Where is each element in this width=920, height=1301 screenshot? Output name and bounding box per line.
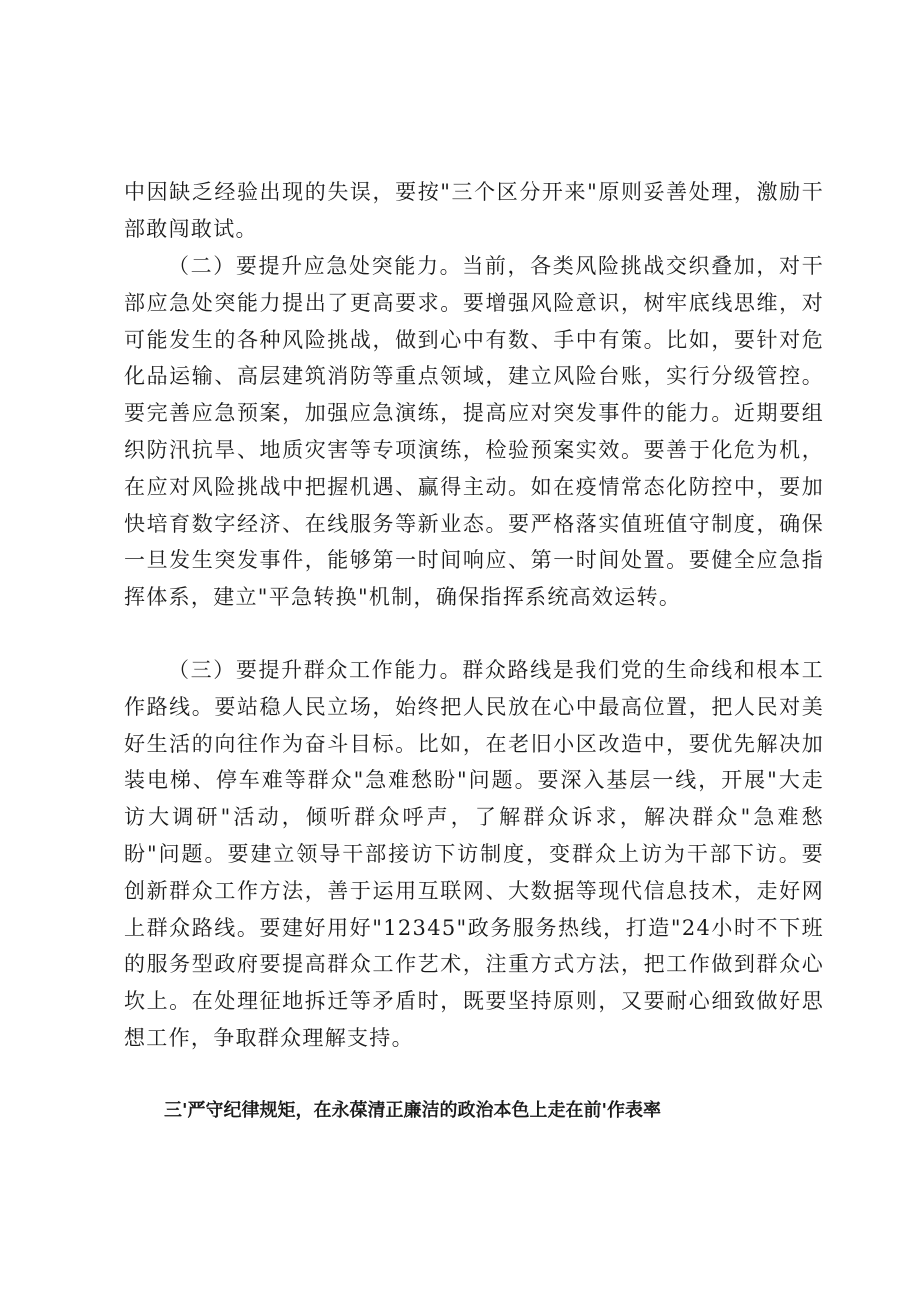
paragraph-continuation: 中因缺乏经验出现的失误，要按"三个区分开来"原则妥善处理，激励干部敢闯敢试。 [124, 180, 824, 241]
paragraph-mass-work: （三）要提升群众工作能力。群众路线是我们党的生命线和根本工作路线。要站稳人民立场，始终把人民放在心中最高位置，把人民对美好生活的向往作为奋斗目标。比如，在老旧小区改造中，要优先解决加装电梯、停车难等群众"急难愁盼"问题。要深入基层一线，开展"大走访大调研"活动，倾听群众呼声，了解群众诉求，解决群众"急难愁盼"问题。要建立领导干部接访下访制度，变群众上访为干部下访。要创新群众工作方法，善于运用互联网、大数据等现代信息技术，走好网上群众路线。要建好用好"12345"政务服务热线，打造"24小时不下班的服务型政府要提高群众工作艺术，注重方式方法，把工作做到群众心坎上。在处理征地拆迁等矛盾时，既要坚持原则，又要耐心细致做好思想工作，争取群众理解支持。 [124, 658, 824, 1050]
section-heading: 三'严守纪律规矩，在永葆清正廉洁的政治本色上走在前'作表率 [164, 1100, 662, 1121]
paragraph-emergency-response: （二）要提升应急处突能力。当前，各类风险挑战交织叠加，对干部应急处突能力提出了更高要求。要增强风险意识，树牢底线思维，对可能发生的各种风险挑战，做到心中有数、手中有策。比如，要针对危化品运输、高层建筑消防等重点领域，建立风险台账，实行分级管控。要完善应急预案，加强应急演练，提高应对突发事件的能力。近期要组织防汛抗旱、地质灾害等专项演练，检验预案实效。要善于化危为机，在应对风险挑战中把握机遇、赢得主动。如在疫情常态化防控中，要加快培育数字经济、在线服务等新业态。要严格落实值班值守制度，确保一旦发生突发事件，能够第一时间响应、第一时间处置。要健全应急指挥体系，建立"平急转换"机制，确保指挥系统高效运转。 [124, 254, 824, 610]
